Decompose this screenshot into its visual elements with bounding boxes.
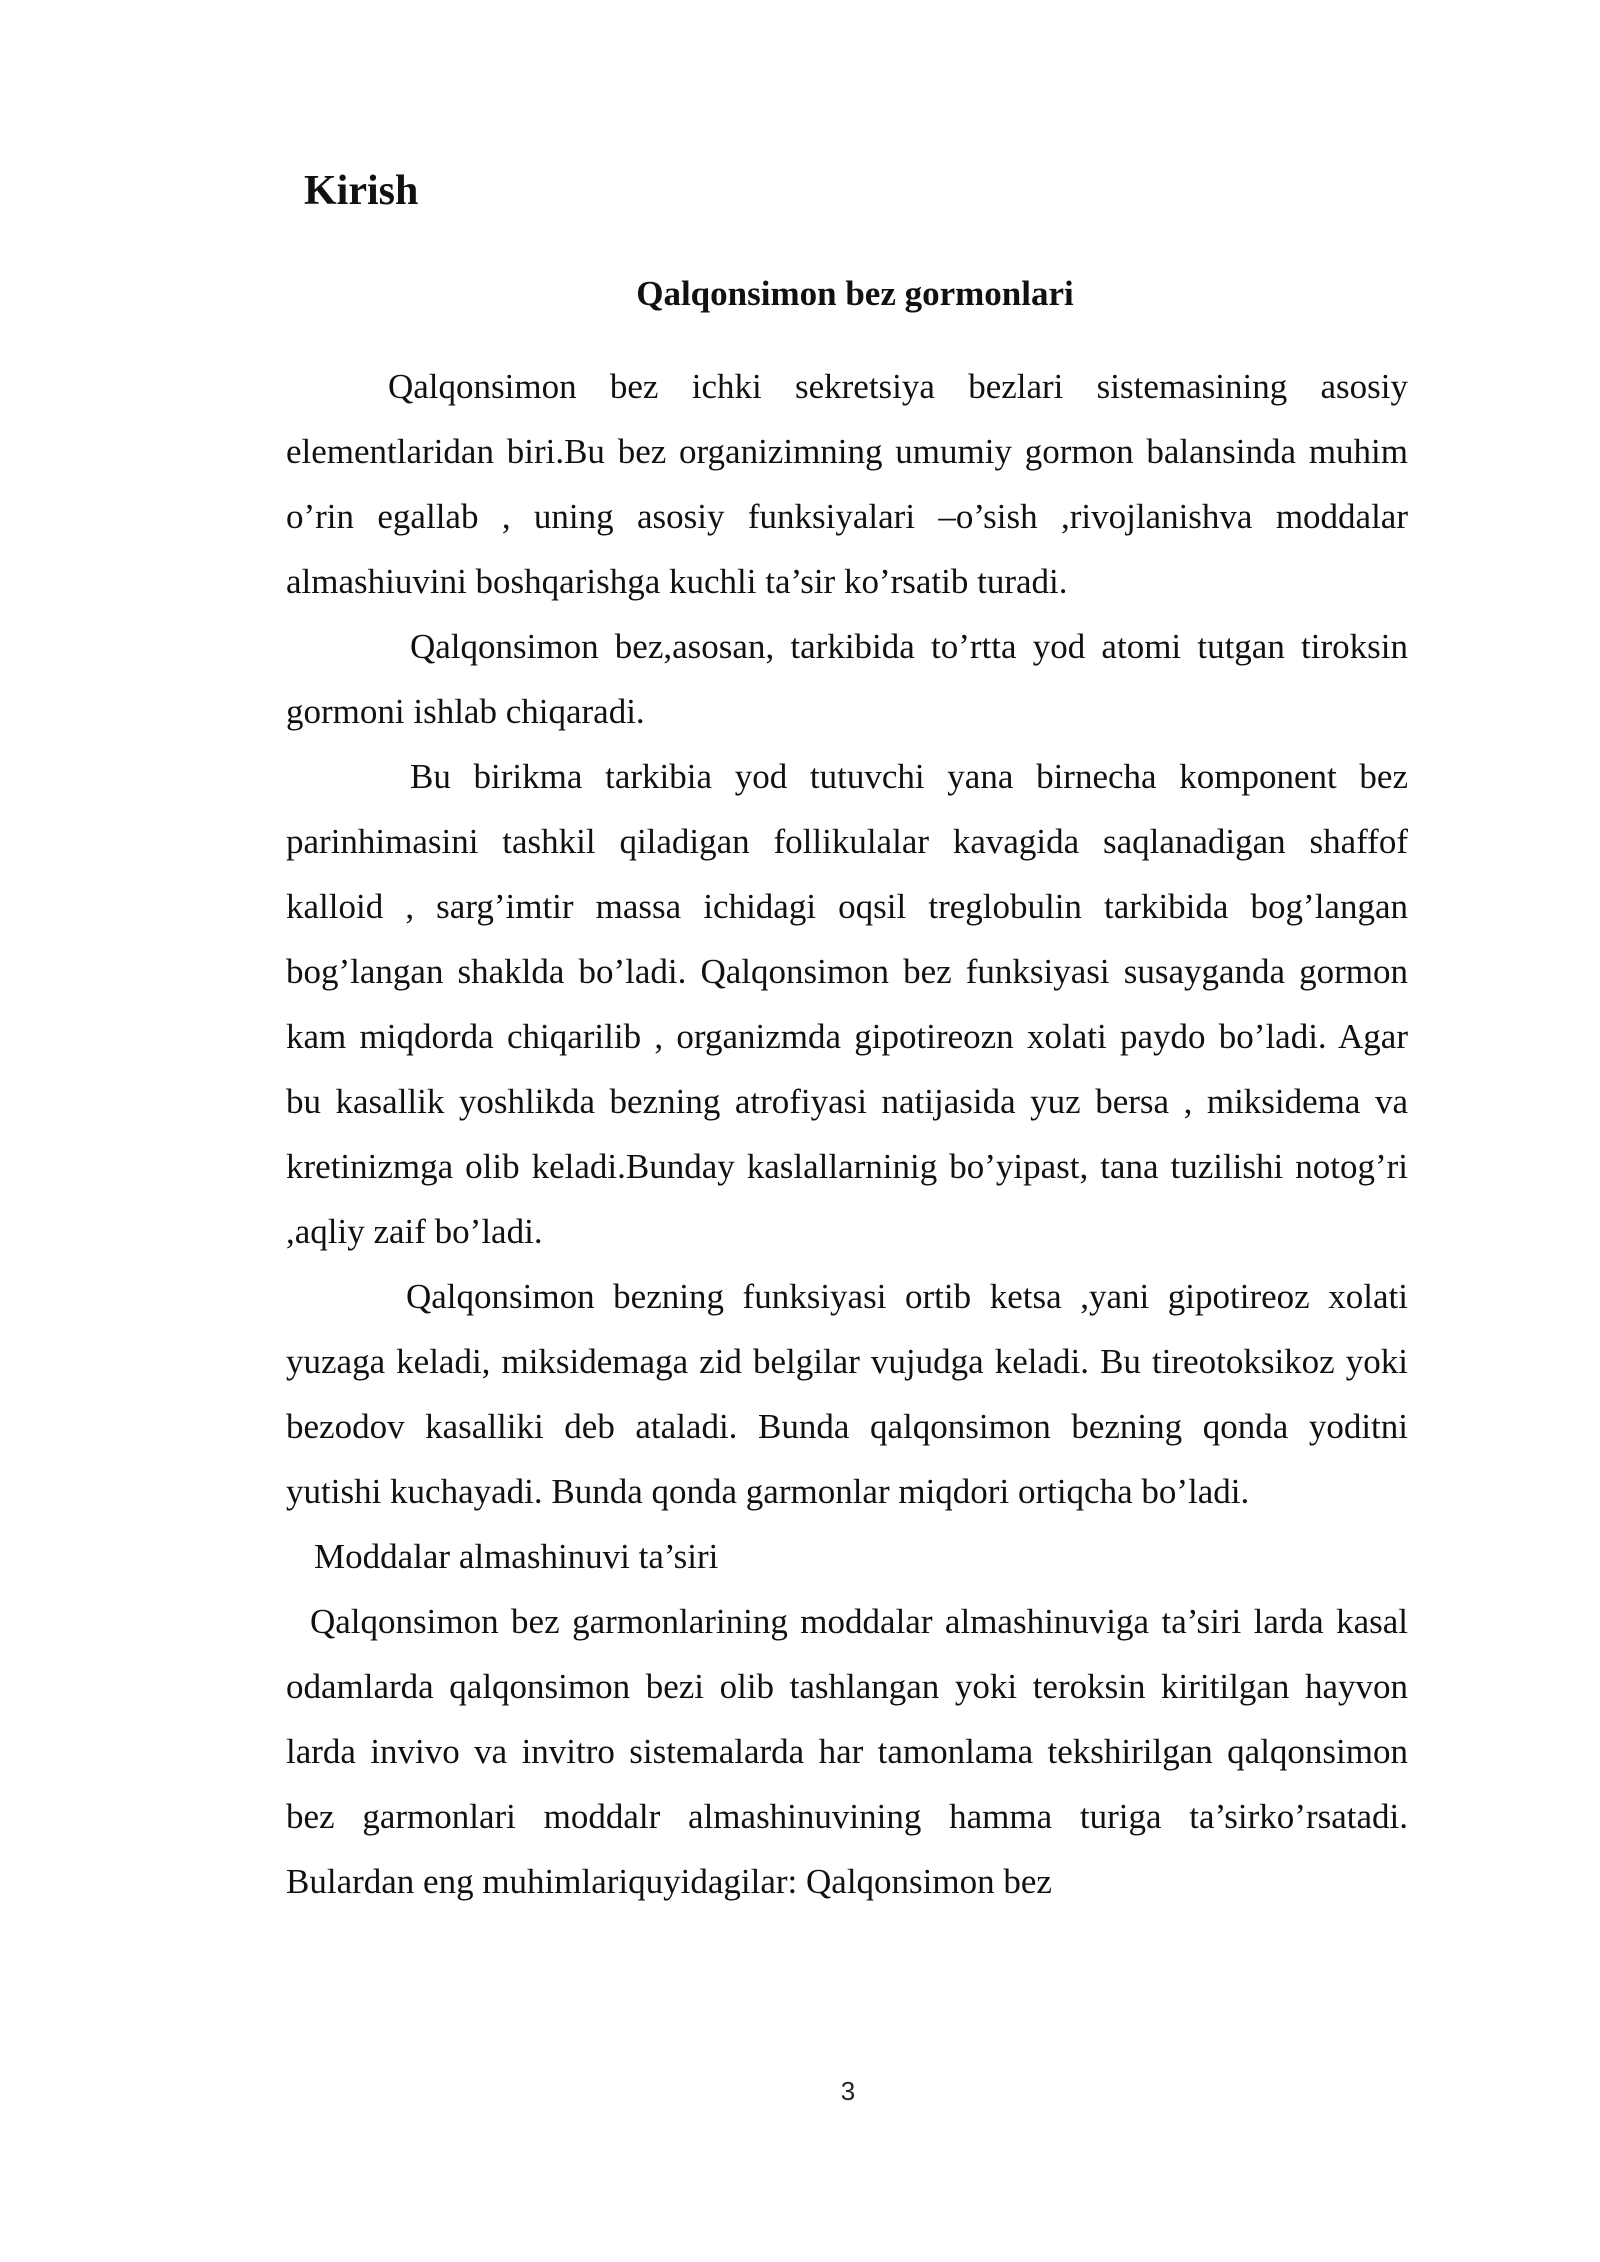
- paragraph-hyperthyroid: Qalqonsimon bezning funksiyasi ortib ketsa ,yani gipotireoz xolati yuzaga keladi, miksidemaga zid belgilar vujudga keladi. Bu tireotoksikoz yoki bezodov kasalliki deb ataladi. Bunda qalqonsimon bezning qonda yoditni yutishi kuchayadi. Bunda qonda garmonlar miqdori ortiqcha bo’ladi.: [286, 1277, 1408, 1511]
- paragraph-hypothyroid: Bu birikma tarkibia yod tutuvchi yana birnecha komponent bez parinhimasini tashkil qiladigan follikulalar kavagida saqlanadigan shaffof kalloid , sarg’imtir massa ichidagi oqsil treglobulin tarkibida bog’langan bog’langan shaklda bo’ladi. Qalqonsimon bez funksiyasi susayganda gormon kam miqdorda chiqarilib , organizmda gipotireozn xolati paydo bo’ladi. Agar bu kasallik yoshlikda bezning atrofiyasi natijasida yuz bersa , miksidema va kretinizmga olib keladi.Bunday kaslallarninig bo’yipast, tana tuzilishi notog’ri ,aqliy zaif bo’ladi.: [286, 757, 1408, 1251]
- paragraph-intro: Qalqonsimon bez ichki sekretsiya bezlari sistemasining asosiy elementlaridan biri.Bu bez organizimning umumiy gormon balansinda muhim o’rin egallab , uning asosiy funksiyalari –o’sish ,rivojlanishva moddalar almashiuvini boshqarishga kuchli ta’sir ko’rsatib turadi.: [286, 367, 1408, 601]
- page-heading: Kirish: [304, 168, 419, 214]
- section-title: Qalqonsimon bez gormonlari: [636, 274, 1074, 313]
- body-text: [286, 354, 1408, 1914]
- section-label-metabolism: Moddalar almashinuvi ta’siri: [314, 1537, 719, 1576]
- paragraph-tiroksin: Qalqonsimon bez,asosan, tarkibida to’rtta yod atomi tutgan tiroksin gormoni ishlab chiqaradi.: [286, 627, 1408, 731]
- page-number: 3: [840, 2076, 856, 2106]
- paragraph-metabolism: Qalqonsimon bez garmonlarining moddalar almashinuviga ta’siri larda kasal odamlarda qalqonsimon bezi olib tashlangan yoki teroksin kiritilgan hayvon larda invivo va invitro sistemalarda har tamonlama tekshirilgan qalqonsimon bez garmonlari moddalr almashinuvining hamma turiga ta’sirko’rsatadi. Bulardan eng muhimlariquyidagilar: Qalqonsimon bez: [286, 1602, 1408, 1901]
